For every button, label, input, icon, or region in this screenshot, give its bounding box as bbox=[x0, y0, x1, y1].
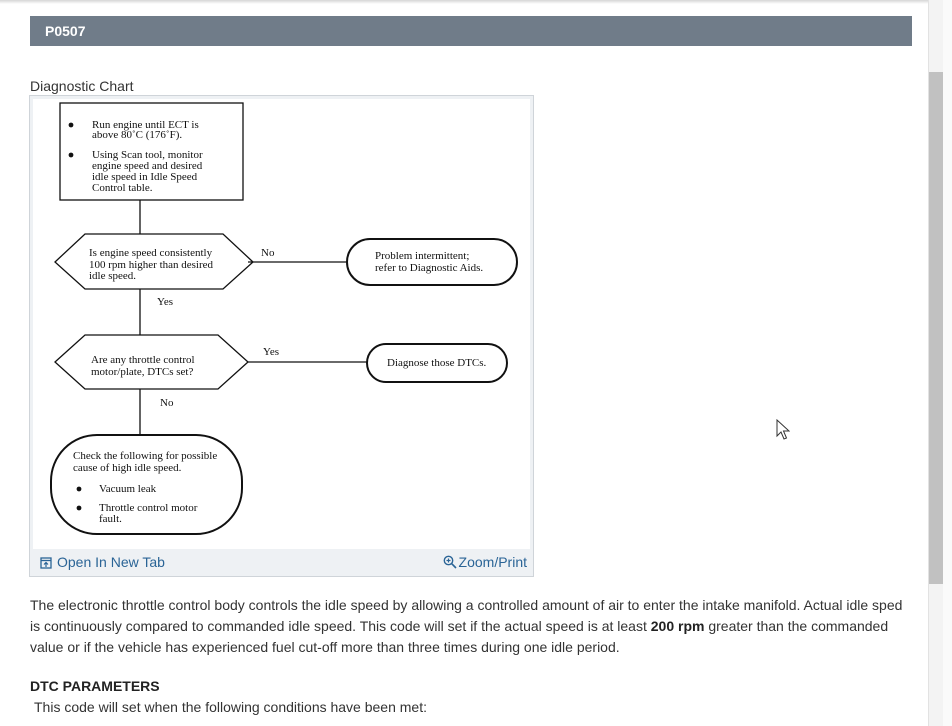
mouse-pointer-icon bbox=[776, 419, 790, 441]
check-item-1: Vacuum leak bbox=[99, 483, 157, 495]
start-text: Using Scan tool, monitor engine speed and desired idle speed in Idle Speed Control table. bbox=[92, 149, 203, 194]
bullet-dot bbox=[77, 506, 82, 511]
open-in-new-tab-label: Open In New Tab bbox=[57, 554, 165, 570]
diagnose-text: Diagnose those DTCs. bbox=[387, 357, 487, 369]
page-title: P0507 bbox=[45, 23, 86, 39]
decision-2-text: Are any throttle control motor/plate, DTCs set? bbox=[91, 354, 195, 378]
zoom-print-label: Zoom/Print bbox=[458, 554, 527, 570]
check-text: Check the following for possible cause of high idle speed. bbox=[73, 450, 218, 474]
dtc-parameters-text: This code will set when the following conditions have been met: bbox=[34, 699, 427, 715]
zoom-icon bbox=[443, 555, 457, 569]
description-bold-value: 200 rpm bbox=[650, 618, 705, 634]
chart-footer bbox=[30, 549, 533, 576]
diagnostic-chart-frame bbox=[29, 95, 534, 577]
section-label: Diagnostic Chart bbox=[30, 78, 134, 94]
description-paragraph bbox=[30, 595, 910, 658]
dtc-parameters-heading: DTC PARAMETERS bbox=[30, 678, 160, 694]
intermittent-text: Problem intermittent; refer to Diagnostic Aids. bbox=[375, 250, 484, 274]
description-text-part2: greater than the commanded value or if the vehicle has experienced fuel cut-off more than three times during one idle period. bbox=[30, 618, 889, 655]
decision-1-no-label: No bbox=[261, 247, 275, 259]
start-text: Run engine until ECT is above 80˚C (176˚F). bbox=[92, 119, 199, 141]
scrollbar-edge bbox=[943, 0, 952, 726]
top-shadow bbox=[0, 0, 928, 4]
bullet-dot bbox=[69, 153, 74, 158]
description-text-part1: The electronic throttle control body controls the idle speed by allowing a controlled amount of air to enter the intake manifold. Actual idle sped is continuously compared to commanded idle speed. This code will set if the actual speed is at least bbox=[30, 597, 903, 634]
zoom-print-link[interactable] bbox=[443, 554, 527, 570]
flowchart bbox=[33, 99, 530, 549]
bullet-dot bbox=[77, 487, 82, 492]
check-item-2: Throttle control motor fault. bbox=[99, 502, 198, 525]
page-title-bar bbox=[30, 16, 912, 46]
scrollbar-thumb[interactable] bbox=[929, 72, 943, 584]
decision-1-text: Is engine speed consistently 100 rpm higher than desired idle speed. bbox=[89, 247, 214, 282]
decision-2-no-label: No bbox=[160, 397, 174, 409]
bullet-dot bbox=[69, 123, 74, 128]
diagnostic-chart-image bbox=[33, 99, 530, 549]
open-in-new-tab-link[interactable] bbox=[40, 554, 165, 570]
decision-2-yes-label: Yes bbox=[263, 346, 280, 358]
decision-1-yes-label: Yes bbox=[157, 296, 174, 308]
open-new-tab-icon bbox=[40, 557, 52, 569]
